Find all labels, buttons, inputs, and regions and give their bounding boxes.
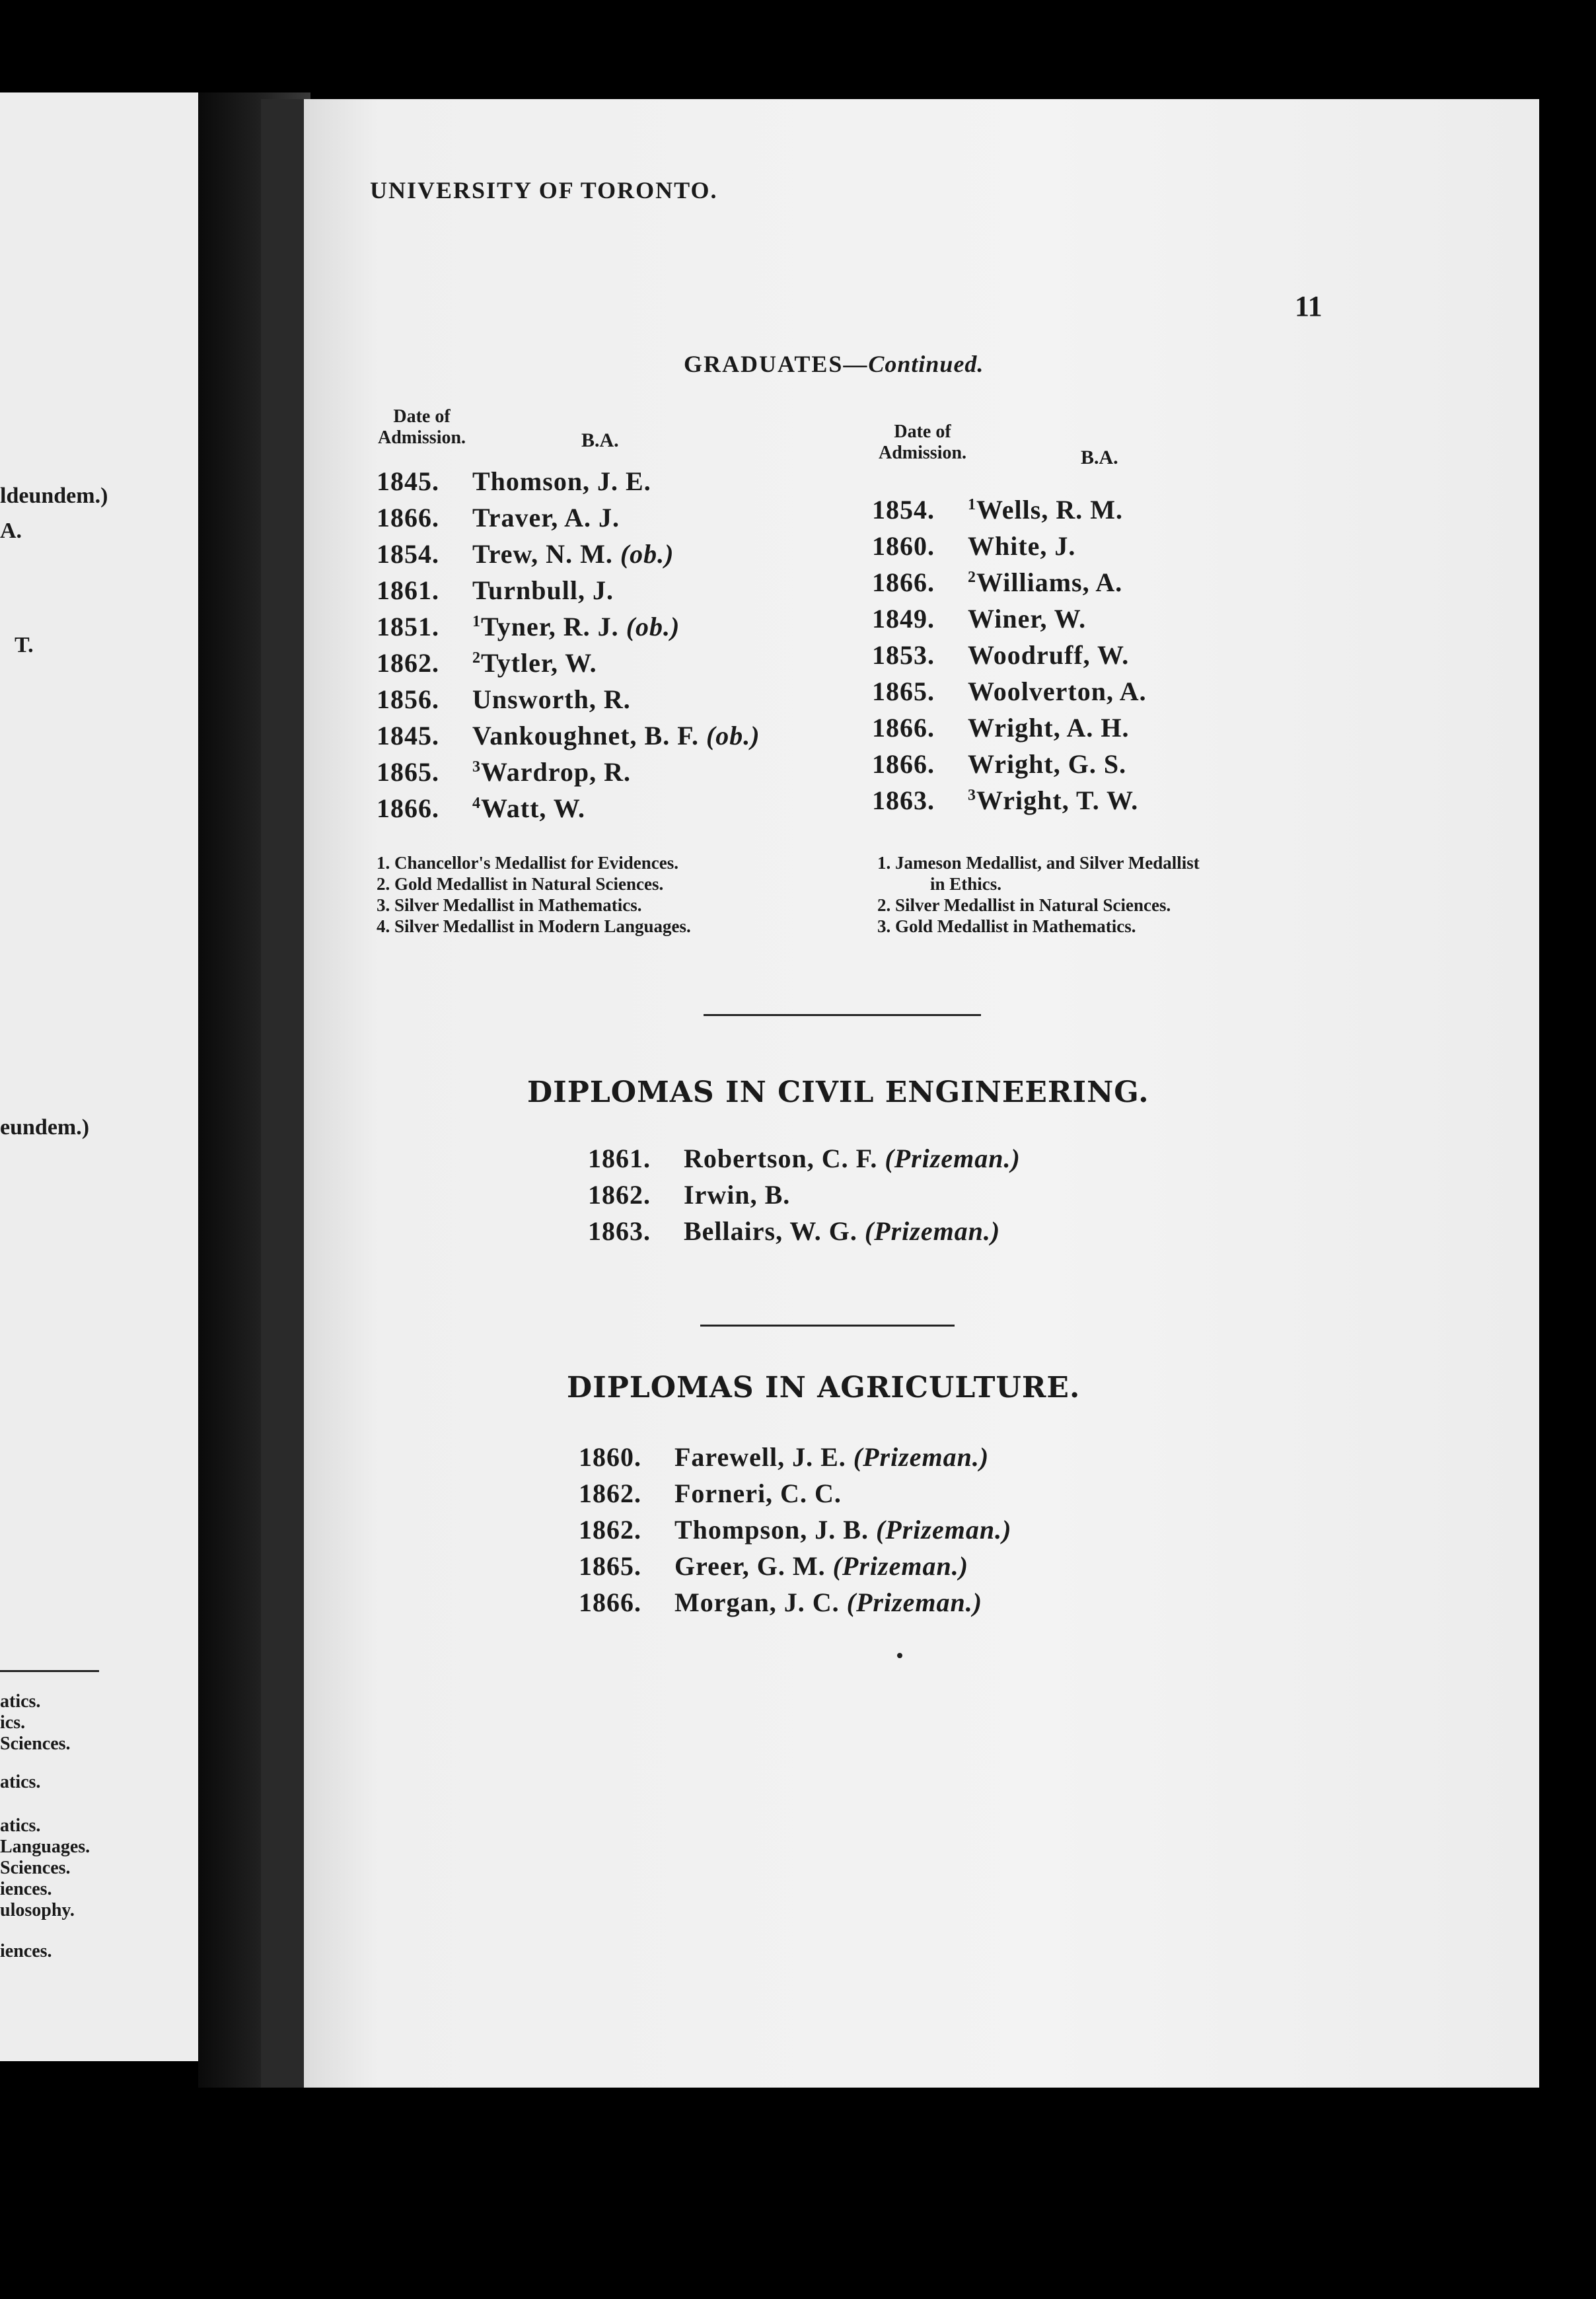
right-degree-heading: B.A. (1081, 447, 1118, 468)
graduate-name: Wright, T. W. (976, 785, 1139, 815)
graduate-name: Traver, A. J. (472, 503, 620, 532)
graduate-name-cell (968, 604, 1086, 634)
admission-year: 1865. (579, 1551, 641, 1581)
footnote-mark: 2 (472, 649, 481, 667)
entry-note: (Prizeman.) (832, 1551, 969, 1581)
fragment-text: eundem.) (0, 1115, 90, 1140)
graduate-name: Wardrop, R. (481, 757, 631, 787)
left-date-heading (378, 406, 466, 449)
fragment-text: atics. (0, 1772, 41, 1792)
section-title (684, 350, 984, 378)
graduate-name-cell (472, 757, 631, 787)
admission-year: 1854. (872, 495, 935, 525)
entry-note: (ob.) (620, 539, 674, 569)
page-number: 11 (1295, 290, 1323, 322)
graduate-name-cell (674, 1587, 982, 1617)
admission-year: 1861. (588, 1144, 651, 1173)
fragment-text: A. (0, 519, 22, 543)
graduate-name: Watt, W. (481, 793, 586, 823)
list-item (588, 1143, 1021, 1174)
graduate-name-cell (968, 531, 1075, 561)
fragment-text: ldeundem.) (0, 484, 108, 508)
footnote: 3. Gold Medallist in Mathematics. (877, 916, 1136, 936)
list-item (377, 684, 631, 715)
graduate-name-cell (968, 640, 1129, 670)
list-item (377, 502, 620, 533)
graduate-name: Trew, N. M. (472, 539, 613, 569)
admission-label: Admission. (879, 443, 967, 463)
graduate-name: Morgan, J. C. (674, 1587, 840, 1617)
date-label: Date of (393, 406, 451, 427)
admission-year: 1845. (377, 721, 439, 750)
list-item (588, 1179, 790, 1210)
admission-year: 1862. (588, 1180, 651, 1210)
footnote-mark: 1 (968, 496, 976, 513)
list-item (377, 720, 760, 751)
graduate-name: White, J. (968, 531, 1076, 561)
admission-year: 1863. (588, 1216, 651, 1246)
admission-year: 1865. (377, 757, 439, 787)
footnote: 3. Silver Medallist in Mathematics. (377, 895, 642, 915)
graduate-name-cell (472, 721, 760, 750)
graduate-name: Wright, A. H. (968, 713, 1130, 743)
list-item (872, 676, 1147, 707)
list-item (579, 1441, 989, 1473)
list-item (377, 575, 614, 606)
graduate-name: Bellairs, W. G. (684, 1216, 857, 1246)
graduate-name-cell (674, 1442, 989, 1472)
list-item (579, 1478, 842, 1509)
fragment-text: iences. (0, 1941, 52, 1961)
fragment-rule (0, 1670, 99, 1672)
admission-year: 1866. (377, 793, 439, 823)
admission-year: 1866. (579, 1587, 641, 1617)
footnote-continuation: in Ethics. (930, 874, 1002, 894)
graduate-name: Williams, A. (976, 567, 1123, 597)
admission-year: 1853. (872, 640, 935, 670)
graduate-name-cell (472, 539, 674, 569)
entry-note: (ob.) (626, 612, 680, 641)
graduate-name-cell (968, 676, 1147, 706)
section-title-continued: Continued. (868, 351, 984, 377)
list-item (579, 1514, 1011, 1545)
footnote: 2. Silver Medallist in Natural Sciences. (877, 895, 1171, 915)
date-label: Date of (894, 421, 951, 442)
list-item (872, 494, 1123, 525)
graduate-name: Wright, G. S. (968, 749, 1127, 779)
footnotes-right (877, 852, 1200, 937)
list-item (377, 756, 631, 787)
section-divider (700, 1325, 955, 1327)
footnote-mark: 1 (472, 613, 481, 630)
footnote: 2. Gold Medallist in Natural Sciences. (377, 874, 664, 894)
admission-year: 1860. (872, 531, 935, 561)
list-item (872, 785, 1138, 816)
entry-note: (Prizeman.) (846, 1587, 983, 1617)
section-title-text: GRADUATES— (684, 351, 869, 377)
list-item (377, 793, 585, 824)
admission-year: 1866. (872, 567, 935, 597)
list-item (579, 1587, 982, 1618)
fragment-text: Sciences. (0, 1733, 71, 1754)
graduate-name: Forneri, C. C. (674, 1478, 842, 1508)
footnote: 4. Silver Medallist in Modern Languages. (377, 916, 691, 936)
admission-year: 1861. (377, 575, 439, 605)
list-item (377, 538, 674, 569)
graduate-name-cell (968, 567, 1122, 597)
graduate-name: Farewell, J. E. (674, 1442, 846, 1472)
list-item (872, 639, 1129, 671)
list-item (377, 611, 680, 642)
facing-page-fragment (0, 92, 198, 2061)
graduate-name: Thomson, J. E. (472, 466, 651, 496)
graduate-name: Vankoughnet, B. F. (472, 721, 699, 750)
ink-speck (897, 1653, 902, 1658)
admission-year: 1865. (872, 676, 935, 706)
graduate-name-cell (968, 713, 1130, 743)
list-item (588, 1216, 1000, 1247)
fragment-text: T. (15, 633, 34, 657)
graduate-name: Thompson, J. B. (674, 1515, 869, 1545)
graduate-name: Winer, W. (968, 604, 1087, 634)
graduate-name-cell (684, 1144, 1021, 1173)
admission-year: 1862. (377, 648, 439, 678)
graduate-name-cell (968, 495, 1123, 525)
graduate-name-cell (472, 466, 651, 496)
admission-year: 1866. (872, 713, 935, 743)
graduate-name-cell (968, 749, 1126, 779)
graduate-name-cell (674, 1551, 968, 1581)
graduate-name-cell (472, 503, 620, 532)
list-item (872, 567, 1122, 598)
fragment-text: Languages. (0, 1837, 91, 1857)
graduate-name-cell (674, 1515, 1011, 1545)
fragment-text: Sciences. (0, 1858, 71, 1878)
footnote-mark: 2 (968, 569, 976, 586)
fragment-text: ulosophy. (0, 1900, 75, 1920)
graduate-name: Unsworth, R. (472, 684, 631, 714)
right-date-heading (879, 421, 966, 464)
admission-year: 1863. (872, 785, 935, 815)
entry-note: (ob.) (706, 721, 760, 750)
graduate-name: Tyner, R. J. (481, 612, 619, 641)
graduate-name: Tytler, W. (481, 648, 597, 678)
agriculture-heading: DIPLOMAS IN AGRICULTURE. (567, 1371, 1081, 1405)
graduate-name-cell (472, 684, 631, 714)
footnote-mark: 4 (472, 795, 481, 812)
footnote-mark: 3 (472, 758, 481, 776)
graduate-name-cell (968, 785, 1138, 815)
section-divider (704, 1014, 981, 1016)
graduate-name-cell (472, 793, 585, 823)
admission-year: 1849. (872, 604, 935, 634)
footnote: 1. Chancellor's Medallist for Evidences. (377, 853, 678, 873)
running-head: UNIVERSITY OF TORONTO. (370, 177, 718, 203)
footnotes-left (377, 852, 691, 937)
admission-year: 1845. (377, 466, 439, 496)
admission-year: 1856. (377, 684, 439, 714)
list-item (872, 748, 1126, 780)
graduate-name-cell (674, 1478, 842, 1508)
list-item (872, 712, 1130, 743)
graduate-name: Woodruff, W. (968, 640, 1130, 670)
admission-year: 1862. (579, 1515, 641, 1545)
graduate-name: Woolverton, A. (968, 676, 1147, 706)
graduate-name-cell (472, 575, 614, 605)
graduate-name: Robertson, C. F. (684, 1144, 878, 1173)
graduate-name-cell (684, 1180, 790, 1210)
entry-note: (Prizeman.) (864, 1216, 1001, 1246)
admission-year: 1862. (579, 1478, 641, 1508)
admission-year: 1851. (377, 612, 439, 641)
graduate-name-cell (684, 1216, 1000, 1246)
list-item (377, 647, 597, 678)
civil-engineering-heading: DIPLOMAS IN CIVIL ENGINEERING. (527, 1076, 1149, 1109)
graduate-name: Irwin, B. (684, 1180, 791, 1210)
graduate-name: Greer, G. M. (674, 1551, 826, 1581)
list-item (872, 530, 1075, 562)
left-degree-heading: B.A. (581, 429, 619, 451)
list-item (579, 1551, 968, 1582)
entry-note: (Prizeman.) (853, 1442, 990, 1472)
admission-label: Admission. (378, 427, 466, 448)
footnote-mark: 3 (968, 787, 976, 804)
graduate-name-cell (472, 648, 597, 678)
admission-year: 1866. (377, 503, 439, 532)
admission-year: 1860. (579, 1442, 641, 1472)
fragment-text: atics. (0, 1815, 41, 1836)
entry-note: (Prizeman.) (875, 1515, 1012, 1545)
list-item (872, 603, 1086, 634)
graduate-name: Turnbull, J. (472, 575, 614, 605)
fragment-text: ics. (0, 1712, 26, 1733)
fragment-text: atics. (0, 1691, 41, 1712)
admission-year: 1866. (872, 749, 935, 779)
graduate-name: Wells, R. M. (976, 495, 1123, 525)
graduate-name-cell (472, 612, 680, 641)
admission-year: 1854. (377, 539, 439, 569)
entry-note: (Prizeman.) (885, 1144, 1021, 1173)
list-item (377, 466, 651, 497)
footnote: 1. Jameson Medallist, and Silver Medallist (877, 853, 1200, 873)
fragment-text: iences. (0, 1879, 52, 1899)
